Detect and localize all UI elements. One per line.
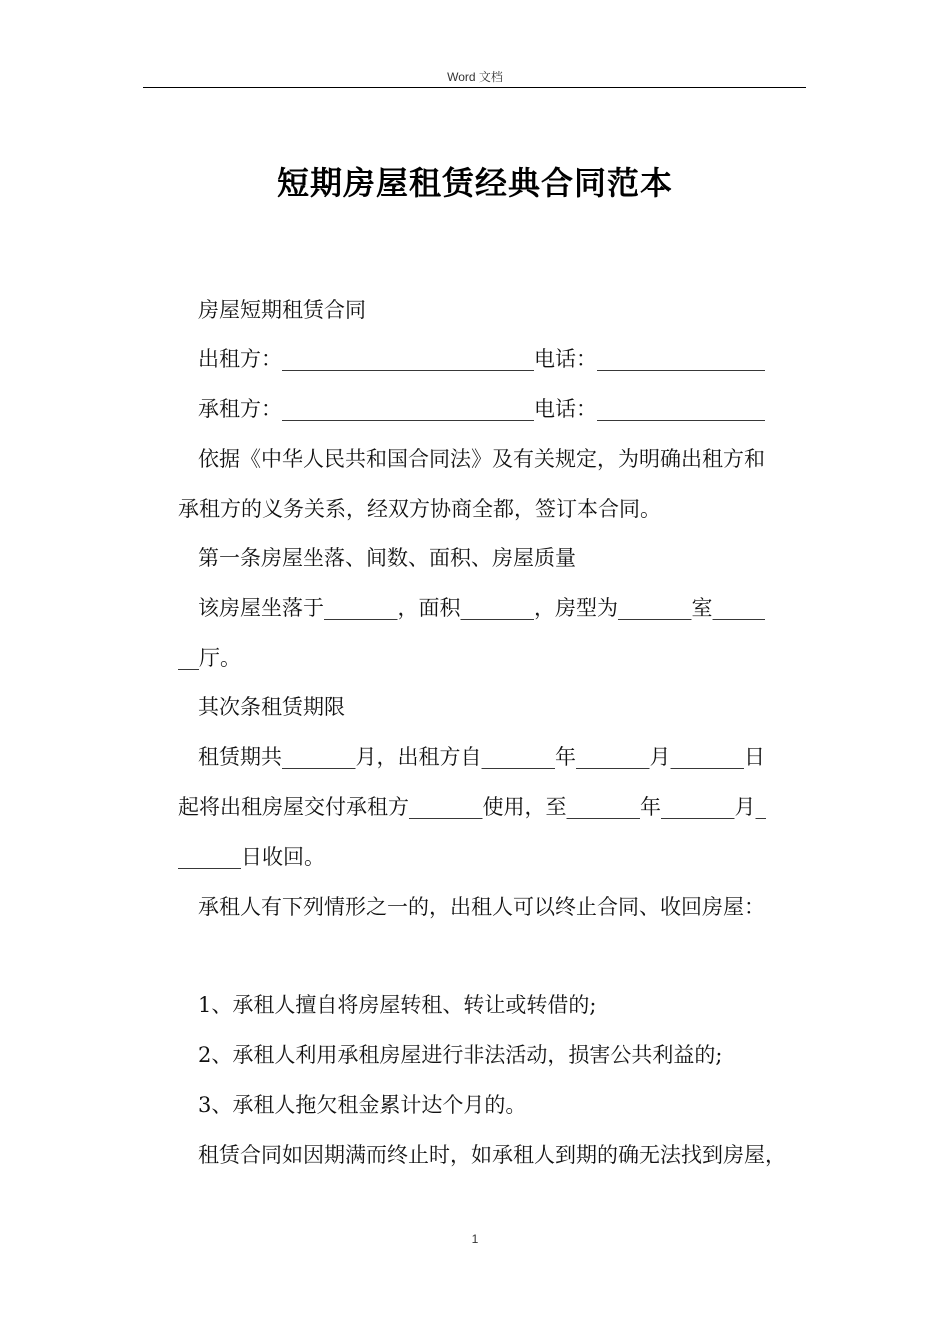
paragraph-line: 起将出租房屋交付承租方_______使用，至_______年_______月_ [178, 795, 766, 819]
paragraph-line: __厅。 [178, 646, 241, 670]
paragraph-line: 租赁合同如因期满而终止时，如承租人到期的确无法找到房屋， [198, 1143, 786, 1167]
page-number: 1 [471, 1232, 479, 1246]
header-divider [143, 87, 806, 88]
paragraph-line: 第一条房屋坐落、间数、面积、房屋质量 [198, 546, 576, 570]
list-item: 1、承租人擅自将房屋转租、转让或转借的; [198, 993, 597, 1017]
paragraph-line: 该房屋坐落于_______，面积_______，房型为_______室_____ [198, 596, 765, 620]
paragraph-line: 承租方：________________________电话：________________ [198, 397, 765, 421]
paragraph-line: 承租人有下列情形之一的，出租人可以终止合同、收回房屋： [198, 895, 765, 919]
paragraph-line: 承租方的义务关系，经双方协商全都，签订本合同。 [178, 497, 661, 521]
paragraph-line: 出租方：________________________电话：________________ [198, 347, 765, 371]
paragraph-line: 其次条租赁期限 [198, 695, 345, 719]
paragraph-line: 房屋短期租赁合同 [198, 298, 366, 322]
paragraph-line: 租赁期共_______月，出租方自_______年_______月_______日 [198, 745, 765, 769]
list-item: 3、承租人拖欠租金累计达个月的。 [198, 1093, 527, 1117]
list-item: 2、承租人利用承租房屋进行非法活动，损害公共利益的; [198, 1043, 723, 1067]
page-header: Word 文档 [447, 70, 503, 84]
document-title: 短期房屋租赁经典合同范本 [276, 164, 673, 202]
paragraph-line: ______日收回。 [178, 845, 325, 869]
paragraph-line: 依据《中华人民共和国合同法》及有关规定，为明确出租方和 [198, 447, 765, 471]
